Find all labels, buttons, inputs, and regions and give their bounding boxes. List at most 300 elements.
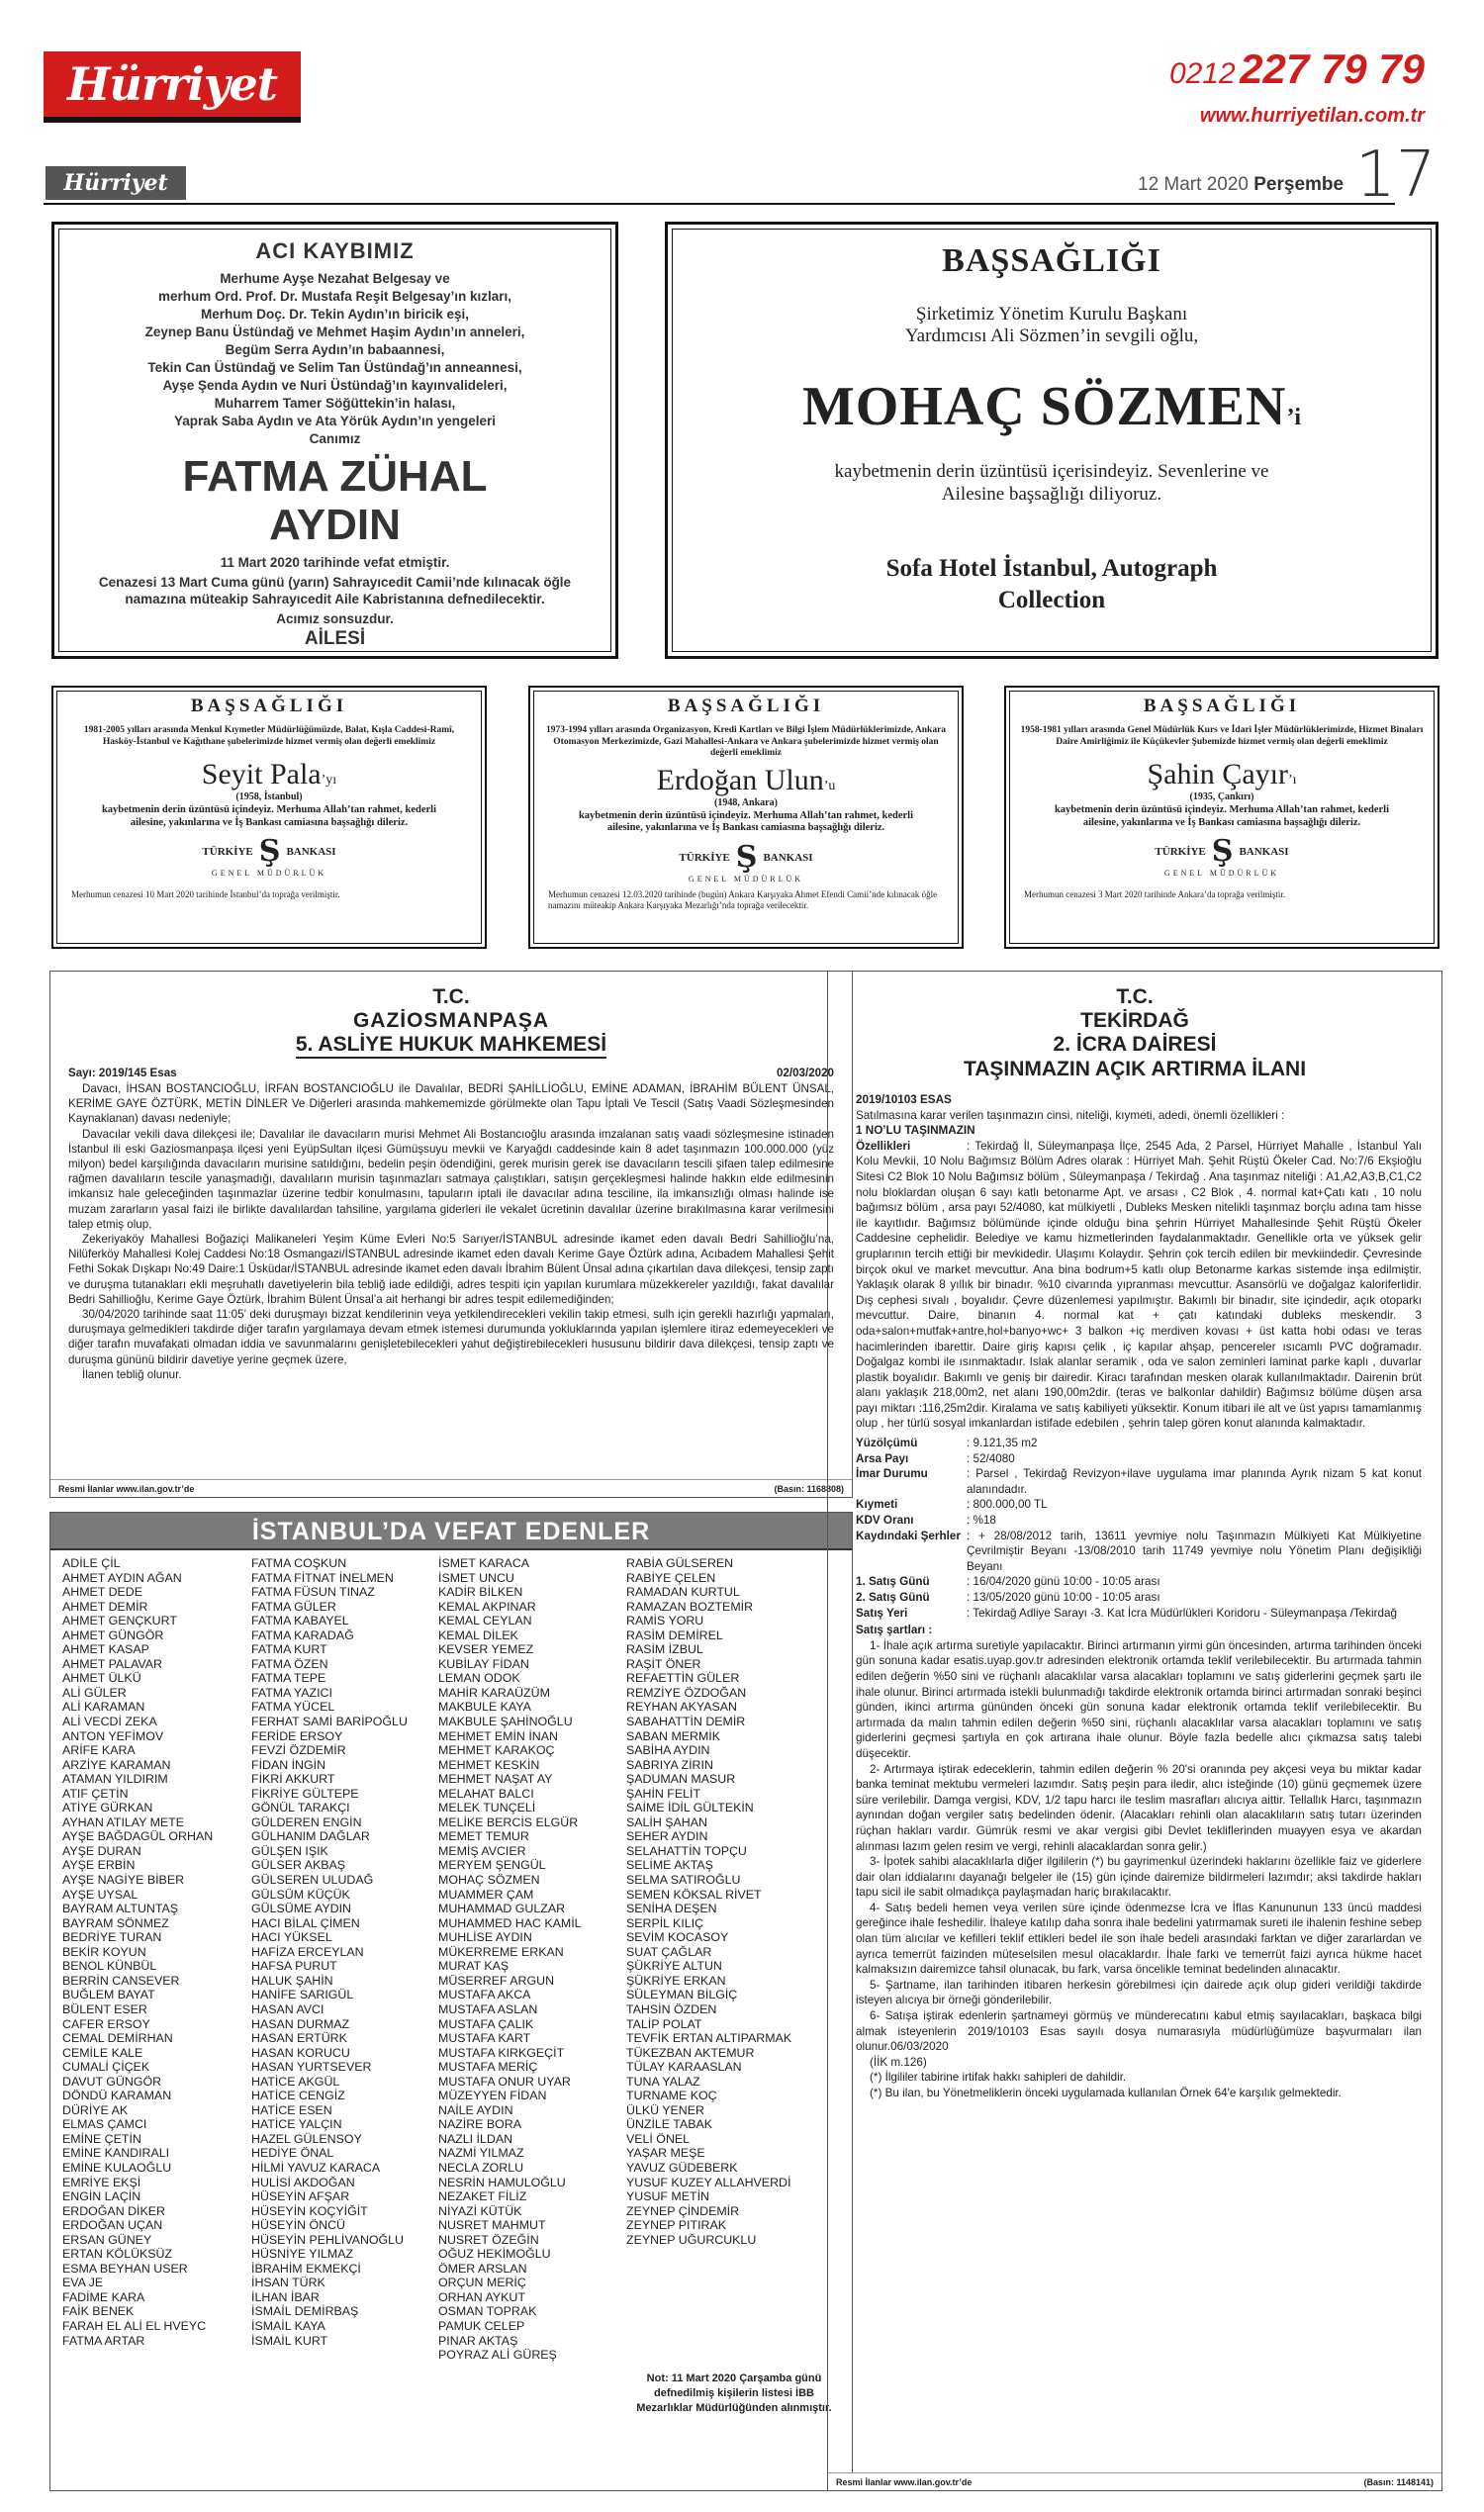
deceased-entry: İSMET KARACA xyxy=(438,1556,530,1570)
notice-heading: TAŞINMAZIN AÇIK ARTIRMA İLANI xyxy=(963,1058,1307,1080)
deceased-info: (1935, Çankırı) xyxy=(1189,791,1254,802)
deceased-entry: YUSUF METİN xyxy=(626,2189,709,2204)
deceased-entry: MUHAMMAD GULZAR xyxy=(438,1902,566,1916)
deceased-entry: MAKBULE ŞAHİNOĞLU xyxy=(438,1715,573,1729)
ad-line: Merhume Ayşe Nezahat Belgesay ve xyxy=(220,271,450,286)
ad-footer: Merhumun cenazesi 10 Mart 2020 tarihinde İstanbul’da toprağa verilmiştir. xyxy=(71,889,340,899)
ad-lines xyxy=(62,270,607,448)
fact-value: : Parsel , Tekirdağ Revizyon+ilave uygulama imar planında Ayrık nizam 5 kat konut alanındadır. xyxy=(967,1467,1422,1496)
deceased-entry: FATMA YAZICI xyxy=(251,1685,332,1700)
deceased-entry: YAŞAR MEŞE xyxy=(626,2146,705,2161)
ad-intro: 1958-1981 yılları arasında Genel Müdürlük Kurs ve İdari İşler Müdürlüklerimizde, Hizmet Binaları Daire Amirliğimiz ile Küçükevler Şubemizde hizmet vermiş olan değerli emeklimiz xyxy=(1020,725,1424,747)
fact-row xyxy=(856,1466,1422,1497)
deceased-entry: HULİSİ AKDOĞAN xyxy=(251,2175,355,2189)
pagebar-logo: Hürriyet xyxy=(46,166,186,200)
deceased-entry: BÜLENT ESER xyxy=(62,2001,147,2016)
deceased-entry: AYŞE DURAN xyxy=(62,1843,141,1858)
deceased-entry: MÜZEYYEN FİDAN xyxy=(438,2089,547,2103)
isbank-s-icon: Ş xyxy=(1211,834,1234,869)
notice-heading: T.C. xyxy=(1116,985,1154,1008)
deceased-entry: FATMA GÜLER xyxy=(251,1599,336,1614)
deceased-entry: SABİHA AYDIN xyxy=(626,1743,710,1758)
isbank-logo xyxy=(538,839,954,875)
notice-heading: 5. ASLİYE HUKUK MAHKEMESİ xyxy=(296,1033,606,1059)
name-suffix: ’u xyxy=(823,778,836,793)
term-paragraph: 4- Satış bedeli hemen veya verilen süre içinde ödenmezse İcra ve İflas Kanununun 133 üncü maddesi gereğince ihale feshedilir. İhaleye katılıp daha sonra ihale bedelini yatırmamak sureti ile ihalenin feshine sebep olan tüm alıcılar ve kefilleri teklif ettikleri bedel ile son ihale bedeli arasındaki farktan ve diğer zararlardan ve ayrıca temerrüt faizinden müteselsilen mesul olacaklardır. İhale farkı ve temerrüt faizi ayrıca hükme hacet kalmaksızın dairemizce tahsil olunacak, bu fark, varsa öncelikle teminat bedelinden alınacaktır. xyxy=(856,1901,1422,1977)
deceased-entry: HİLMİ YAVUZ KARACA xyxy=(251,2160,381,2175)
isbank-s-icon: Ş xyxy=(735,839,758,875)
deceased-entry: ERDOĞAN UÇAN xyxy=(62,2218,163,2233)
fact-label: Arsa Payı xyxy=(856,1451,909,1465)
terms-title: Satış şartları : xyxy=(856,1624,933,1637)
deceased-entry: ATIF ÇETİN xyxy=(62,1786,129,1801)
ad-title: ACI KAYBIMIZ xyxy=(255,238,415,263)
fact-row xyxy=(856,1513,1422,1529)
deceased-entry: ERSAN GÜNEY xyxy=(62,2232,152,2247)
ad-line: Ayşe Şenda Aydın ve Nuri Üstündağ’ın kayınvalideleri, xyxy=(162,378,508,393)
deceased-entry: ATAMAN YILDIRIM xyxy=(62,1772,168,1787)
ad-body: kaybetmenin derin üzüntüsü içindeyiz. Merhuma Allah’tan rahmet, kederli ailesine, yakınlarına ve İş Bankası camiasına başsağlığı dileriz. xyxy=(578,809,914,833)
note: (*) Bu ilan, bu Yönetmeliklerin önceki uygulamada kullanılan Örnek 64'e karşılık gelmektedir. xyxy=(870,2087,1342,2099)
deceased-entry: ELMAS ÇAMCI xyxy=(62,2117,147,2132)
deceased-entry: SABAN MERMİK xyxy=(626,1728,721,1743)
deceased-entry: TUNA YALAZ xyxy=(626,2074,700,2089)
intro-text: Satılmasına karar verilen taşınmazın cinsi, niteliği, kıymeti, adedi, önemli özellikleri : xyxy=(856,1108,1285,1122)
deceased-entry: AHMET KASAP xyxy=(62,1642,149,1657)
deceased-entry: VELİ ÖNEL xyxy=(626,2131,691,2146)
case-number: Sayı: 2019/145 Esas xyxy=(68,1067,177,1079)
fact-row xyxy=(856,1574,1422,1590)
deceased-entry: FATMA COŞKUN xyxy=(251,1556,347,1570)
fact-value: : 16/04/2020 günü 10:00 - 10:05 arası xyxy=(967,1575,1160,1589)
fact-label: Kaydındaki Şerhler xyxy=(856,1529,961,1542)
deaths-title: İSTANBUL’DA VEFAT EDENLER xyxy=(251,1518,651,1545)
deceased-entry: RAMADAN KURTUL xyxy=(626,1585,740,1600)
fact-label: 1. Satış Günü xyxy=(856,1575,930,1589)
deceased-entry: FERHAT SAMİ BARİPOĞLU xyxy=(251,1715,408,1729)
deceased-entry: KEVSER YEMEZ xyxy=(438,1642,534,1657)
terms-list xyxy=(856,1638,1422,2055)
deaths-panel xyxy=(49,1512,853,2491)
deceased-entry: NUSRET MAHMUT xyxy=(438,2218,546,2233)
phone-prefix: 0212 xyxy=(1168,57,1236,90)
deceased-entry: HASAN ERTÜRK xyxy=(251,2031,347,2046)
note: (*) İlgililer tabirine irtifak hakkı sahipleri de dahildir. xyxy=(870,2071,1127,2085)
site-url[interactable]: www.hurriyetilan.com.tr xyxy=(1199,105,1425,127)
day-text: Perşembe xyxy=(1253,174,1345,195)
deceased-entry: AHMET AYDIN AĞAN xyxy=(62,1570,182,1585)
fact-label: Satış Yeri xyxy=(856,1606,908,1620)
deceased-entry: FERİDE ERSOY xyxy=(251,1728,343,1743)
deceased-entry: ZEYNEP PITIRAK xyxy=(626,2218,726,2233)
deceased-entry: NEZAKET FİLİZ xyxy=(438,2189,527,2204)
deaths-column xyxy=(438,1556,582,2363)
deceased-entry: PAMUK CELEP xyxy=(438,2318,525,2333)
notice-heading: GAZİOSMANPAŞA xyxy=(352,1009,550,1032)
notice-footer xyxy=(50,1479,852,1497)
deaths-column xyxy=(251,1556,408,2348)
deceased-name: FATMA ZÜHAL xyxy=(182,452,488,501)
deceased-entry: RAŞİT ÖNER xyxy=(626,1656,701,1671)
deceased-entry: EMİNE KANDIRALI xyxy=(62,2146,170,2161)
deceased-entry: MUSTAFA ÇALIK xyxy=(438,2016,534,2031)
fact-label: Kıymeti xyxy=(856,1498,898,1512)
deceased-entry: RASİM İZBUL xyxy=(626,1642,703,1657)
deceased-entry: RAMİS YORU xyxy=(626,1614,704,1628)
fact-label: Yüzölçümü xyxy=(856,1437,918,1450)
case-number: 2019/10103 ESAS xyxy=(856,1093,952,1106)
deceased-entry: RAMAZAN BOZTEMİR xyxy=(626,1599,754,1614)
deceased-entry: ENGİN LAÇİN xyxy=(62,2189,141,2204)
ad-intro: 1981-2005 yılları arasında Menkul Kıymetler Müdürlüğümüzde, Balat, Kışla Caddesi-Ramî, Hasköy-İstanbul ve Kağıthane şubelerimizde hizmet vermiş olan değerli emeklimiz xyxy=(83,725,455,747)
pagebar-rule xyxy=(44,203,1395,205)
deceased-entry: CUMALİ ÇİÇEK xyxy=(62,2060,150,2075)
deceased-entry: REYHAN AKYASAN xyxy=(626,1700,738,1715)
deceased-entry: NAZİRE BORA xyxy=(438,2117,521,2132)
deceased-entry: MOHAÇ SÖZMEN xyxy=(438,1873,540,1888)
fact-label: İmar Durumu xyxy=(856,1467,928,1481)
deceased-entry: MERYEM ŞENGÜL xyxy=(438,1858,546,1873)
deceased-entry: SABAHATTİN DEMİR xyxy=(626,1715,746,1729)
deceased-entry: MÜSERREF ARGUN xyxy=(438,1973,555,1988)
fact-value: : 800.000,00 TL xyxy=(967,1498,1048,1512)
deceased-entry: AHMET ÜLKÜ xyxy=(62,1671,141,1686)
bank-word: BANKASI xyxy=(763,851,813,864)
deceased-entry: CEMAL DEMİRHAN xyxy=(62,2031,173,2046)
deceased-entry: SALİH ŞAHAN xyxy=(626,1814,707,1829)
fact-row xyxy=(856,1590,1422,1606)
deceased-entry: HAZEL GÜLENSOY xyxy=(251,2131,362,2146)
deceased-entry: PINAR AKTAŞ xyxy=(438,2333,518,2348)
deceased-entry: HASAN AVCI xyxy=(251,2001,325,2016)
ad-title: BAŞSAĞLIĞI xyxy=(667,696,825,716)
paragraph: 30/04/2020 tarihinde saat 11:05’ deki duruşmayı bizzat kendilerinin veya yetkilendirecekleri vekilin takip etmesi, sulh için gerekli hazırlığı yapmaları, duruşmaya gelmedikleri takdirde diğer tarafın yargılamaya devam etmek istemesi durumunda yokluklarında yapılan işlemlere itiraz edemeyecekleri ve diğer tarafın muvafakati olmadan iddia ve savunmalarını genişletebilecekleri yahut değiştirebilecekleri hususunu bildirir dava dilekçesi, tensip zaptı ve duruşma gününü bildirir davetiye yerine geçmek üzere, xyxy=(68,1308,834,1366)
name-suffix: ’yı xyxy=(321,773,337,788)
ad-line: Yardımcısı Ali Sözmen’in sevgili oğlu, xyxy=(904,326,1199,346)
deceased-entry: GÜLSER AKBAŞ xyxy=(251,1858,346,1873)
deceased-entry: HASAN DURMAZ xyxy=(251,2016,350,2031)
deceased-entry: LEMAN ODOK xyxy=(438,1671,520,1686)
deceased-entry: NİYAZİ KÜTÜK xyxy=(438,2203,522,2218)
deceased-entry: HAFSA PURUT xyxy=(251,1959,337,1974)
deceased-entry: FİKRİ AKKURT xyxy=(251,1772,335,1787)
notice-date: 02/03/2020 xyxy=(776,1067,834,1079)
deceased-entry: AYŞE UYSAL xyxy=(62,1887,139,1902)
deceased-entry: AHMET PALAVAR xyxy=(62,1656,162,1671)
notice-heading: 2. İCRA DAİRESİ xyxy=(1053,1033,1217,1056)
page-number: 17 xyxy=(1355,139,1437,212)
deceased-entry: NAZMİ YILMAZ xyxy=(438,2146,524,2161)
ad-title: BAŞSAĞLIĞI xyxy=(942,242,1161,279)
deceased-entry: HACI BİLAL ÇİMEN xyxy=(251,1915,360,1930)
deceased-entry: İLHAN İBAR xyxy=(251,2289,320,2304)
deceased-entry: İSMAİL KURT xyxy=(251,2333,328,2348)
ad-line: Yaprak Saba Aydın ve Ata Yörük Aydın’ın yengeleri xyxy=(173,414,497,428)
deceased-entry: GÜLSÜME AYDIN xyxy=(251,1902,351,1916)
deceased-entry: OĞUZ HEKİMOĞLU xyxy=(438,2247,551,2262)
deceased-entry: REMZİYE ÖZDOĞAN xyxy=(626,1685,747,1700)
deceased-entry: AHMET GÜNGÖR xyxy=(62,1628,164,1642)
deceased-entry: MELİKE BERCİS ELGÜR xyxy=(438,1814,579,1829)
deceased-entry: HÜSEYİN ÖNCÜ xyxy=(251,2218,346,2233)
deceased-entry: HACI YÜKSEL xyxy=(251,1930,332,1945)
bank-condolence-ulun xyxy=(528,686,964,949)
deceased-entry: SELAHATTİN TOPÇU xyxy=(626,1843,747,1858)
deceased-entry: ESMA BEYHAN USER xyxy=(62,2261,188,2276)
deceased-entry: HAFİZA ERCEYLAN xyxy=(251,1944,364,1959)
footer-right: (Basın: 1148141) xyxy=(1363,2476,1434,2487)
deceased-entry: FADİME KARA xyxy=(62,2289,145,2304)
isbank-logo xyxy=(61,834,477,869)
ad-title: BAŞSAĞLIĞI xyxy=(1143,696,1301,716)
ad-title: BAŞSAĞLIĞI xyxy=(190,696,348,716)
hurriyet-logo[interactable]: Hürriyet xyxy=(44,51,301,123)
fact-label: 2. Satış Günü xyxy=(856,1591,930,1604)
deceased-entry: NESRİN HAMULOĞLU xyxy=(438,2175,566,2189)
deceased-entry: MUHLİSE AYDIN xyxy=(438,1930,532,1945)
signature: Sofa Hotel İstanbul, Autograph Collection xyxy=(885,555,1218,613)
deceased-name: Seyit Pala xyxy=(201,758,322,791)
deceased-entry: HASAN YURTSEVER xyxy=(251,2060,372,2075)
term-paragraph: 2- Artırmaya iştirak edeceklerin, tahmin edilen değerin % 20'si oranında pey akçesi veya bu miktar kadar banka teminat mektubu vermeleri lazımdır. Satış peşin para iledir, alıcı isteğinde (10) günü geçmemek üzere süre verilebilir. Damga vergisi, KDV, 1/2 tapu harcı ile teslim masrafları alıcıya aittir. Tellallık Harcı, taşınmazın aynından doğan vergiler satış bedelinden ödenir. (Alacakları rehinli olan alacaklıların satış tutarı üzerinden rüçhan hakları vardır. Gümrük resmi ve akar vergisi gibi Devlet tekliflerinden muayyen esya ve akardan alınması lazım gelen resim ve vergi, rehinli alacaklardan sonra gelir.) xyxy=(856,1762,1422,1853)
deceased-entry: AYŞE NAGİYE BİBER xyxy=(62,1873,185,1888)
paragraph: Davacı, İHSAN BOSTANCIOĞLU, İRFAN BOSTANCIOĞLU ile Davalılar, BEDRİ ŞAHİLLİOĞLU, EMİNE ADAMAN, İBRAHİM BÜLENT ÜNSAL, KERİME GAYE ÖZTÜRK, METİN DİNLER Ve Diğerleri arasında mahkememizde görülmekte olan Tapu İptali Ve Tescil (Satış Vaadi Sözleşmesinden Kaynaklanan) davası nedeniyle; xyxy=(68,1082,834,1126)
fact-value: : 52/4080 xyxy=(967,1451,1015,1465)
obituary-ad-aydin xyxy=(51,222,618,659)
deceased-entry: DÜRİYE AK xyxy=(62,2102,129,2117)
features-label: Özellikleri xyxy=(856,1139,911,1153)
deceased-entry: MELAHAT BALCI xyxy=(438,1786,534,1801)
deceased-entry: MAHİR KARAÜZÜM xyxy=(438,1685,550,1700)
notice-heading: T.C. xyxy=(432,985,470,1008)
deceased-surname: AYDIN xyxy=(269,501,401,549)
deceased-entry: MEHMET KARAKOÇ xyxy=(438,1743,555,1758)
deceased-entry: RABİA GÜLSEREN xyxy=(626,1556,734,1570)
deceased-entry: GÖNÜL TARAKÇI xyxy=(251,1801,350,1815)
deceased-entry: CEMİLE KALE xyxy=(62,2045,143,2060)
fact-label: KDV Oranı xyxy=(856,1514,914,1528)
deceased-entry: HATİCE ESEN xyxy=(251,2102,332,2117)
deceased-entry: HEDİYE ÖNAL xyxy=(251,2146,334,2161)
deceased-entry: MEMİŞ AVCIER xyxy=(438,1843,526,1858)
fact-row xyxy=(856,1497,1422,1513)
deceased-entry: İSMAİL DEMİRBAŞ xyxy=(251,2304,359,2319)
deceased-entry: MUSTAFA ONUR UYAR xyxy=(438,2074,571,2089)
deceased-entry: HANİFE SARIGÜL xyxy=(251,1988,354,2002)
deceased-entry: ZEYNEP ÇİNDEMİR xyxy=(626,2203,740,2218)
deceased-entry: EMİNE KULAOĞLU xyxy=(62,2160,172,2175)
phone-main: 227 79 79 xyxy=(1240,46,1425,92)
deceased-entry: HALUK ŞAHİN xyxy=(251,1973,333,1988)
deceased-entry: TAHSİN ÖZDEN xyxy=(626,2001,717,2016)
deceased-entry: FATMA FİTNAT İNELMEN xyxy=(251,1570,394,1585)
deceased-entry: FATMA YÜCEL xyxy=(251,1700,335,1715)
deceased-entry: CAFER ERSOY xyxy=(62,2016,150,2031)
facts-list xyxy=(856,1436,1422,1621)
deceased-entry: BUĞLEM BAYAT xyxy=(62,1988,155,2002)
deceased-entry: ERDOĞAN DİKER xyxy=(62,2203,165,2218)
fact-value: : + 28/08/2012 tarih, 13611 yevmiye nolu Taşınmazın Mülkiyeti Kat Mülkiyetine Çevrilmiştir Beyanı -13/08/2010 tarih 11749 yevmiye nolu Yönetim Planı değişikliği Beyanı xyxy=(967,1529,1422,1573)
bank-dept: GENEL MÜDÜRLÜK xyxy=(1163,869,1280,878)
deceased-entry: ZEYNEP UĞURCUKLU xyxy=(626,2232,757,2247)
condolence-ad-sozmen xyxy=(665,222,1438,659)
deceased-entry: ALİ VECDİ ZEKA xyxy=(62,1715,157,1729)
deceased-entry: RASİM DEMİREL xyxy=(626,1628,723,1642)
deceased-entry: İSMET UNCU xyxy=(438,1570,514,1585)
deceased-entry: ANTON YEFİMOV xyxy=(62,1728,164,1743)
deceased-entry: FATMA KARADAĞ xyxy=(251,1628,354,1642)
deceased-info: (1948, Ankara) xyxy=(714,796,778,808)
deceased-entry: BEKİR KOYUN xyxy=(62,1944,146,1959)
notice-body xyxy=(68,1081,834,1382)
ad-body: kaybetmenin derin üzüntüsü içerisindeyiz. Sevenlerine ve Ailesine başsağlığı diliyoruz. xyxy=(834,461,1269,505)
deceased-entry: HATİCE AKGÜL xyxy=(251,2074,340,2089)
deceased-entry: GÜLSEREN ULUDAĞ xyxy=(251,1873,374,1888)
deceased-entry: AYŞE BAĞDAGÜL ORHAN xyxy=(62,1829,214,1844)
deceased-entry: SUAT ÇAĞLAR xyxy=(626,1944,712,1959)
deceased-entry: AYŞE ERBİN xyxy=(62,1858,136,1873)
fact-row xyxy=(856,1451,1422,1467)
term-paragraph: 1- İhale açık artırma suretiyle yapılacaktır. Birinci artırmanın yirmi gün öncesinden, artırma tarihinden önceki gün sonuna kadar esatis.uyap.gov.tr adresinden elektronik ortamda teklif verilebilecektir. Bu artırmada tahmin edilen değerin %50 sini ve rüçhanlı alacaklılar varsa alacakları toplamını ve satış giderlerini geçmek şartı ile ihale olunur. Birinci artırmada istekli bulunmadığı takdirde elektronik ortamda birinci artırmadan sonraki beşinci günden, ikinci artırma gününden önceki gün sonuna kadar elektronik ortamda teklif verilebilecektir. Bu artırmada da malın tahmin edilen değerin %50 sini, rüçhanlı alacaklılar varsa alacakları toplamını ve satış giderlerini geçmesi şartıyla en çok artırana ihale olunur. Böyle fazla bedelle alıcı çıkmazsa satış talebi düşecektir. xyxy=(856,1638,1422,1760)
deceased-entry: BEDRİYE TURAN xyxy=(62,1930,162,1945)
name-suffix: ’ı xyxy=(1287,773,1297,788)
bank-word: TÜRKİYE xyxy=(679,851,730,864)
bank-word: BANKASI xyxy=(286,846,336,858)
deceased-entry: FATMA ÖZEN xyxy=(251,1656,328,1671)
deceased-entry: İHSAN TÜRK xyxy=(251,2276,325,2290)
deceased-entry: MUSTAFA ASLAN xyxy=(438,2001,538,2016)
deceased-entry: SEMEN KÖKSAL RİVET xyxy=(626,1887,762,1902)
deceased-entry: GÜLSÜM KÜÇÜK xyxy=(251,1887,350,1902)
deceased-entry: GÜLŞEN IŞIK xyxy=(251,1843,328,1858)
ad-line: Begüm Serra Aydın’ın babaannesi, xyxy=(225,342,445,357)
court-notice xyxy=(49,971,853,1498)
deceased-entry: HÜSEYİN AFŞAR xyxy=(251,2189,350,2204)
deceased-entry: AYHAN ATILAY METE xyxy=(62,1814,185,1829)
deceased-entry: TÜKEZBAN AKTEMUR xyxy=(626,2045,755,2060)
deceased-entry: HÜSEYİN PEHLİVANOĞLU xyxy=(251,2232,405,2247)
bank-dept: GENEL MÜDÜRLÜK xyxy=(688,874,804,884)
ad-line: merhum Ord. Prof. Dr. Mustafa Reşit Belgesay’ın kızları, xyxy=(157,289,512,304)
deceased-entry: SEHER AYDIN xyxy=(626,1829,708,1844)
deceased-entry: TURNAME KOÇ xyxy=(626,2089,717,2103)
deceased-entry: HASAN KORUCU xyxy=(251,2045,350,2060)
deceased-entry: FATMA FÜSUN TINAZ xyxy=(251,1585,375,1600)
ad-line: Tekin Can Üstündağ ve Selim Tan Üstündağ’ın anneannesi, xyxy=(147,360,522,375)
name-suffix: ’i xyxy=(1286,405,1302,430)
deceased-entry: POYRAZ ALİ GÜREŞ xyxy=(438,2348,557,2363)
deaths-title-band xyxy=(50,1513,852,1550)
bank-word: BANKASI xyxy=(1239,846,1289,858)
phone-number[interactable] xyxy=(1169,46,1425,93)
deceased-entry: MUSTAFA KART xyxy=(438,2031,531,2046)
deceased-entry: SABRIYA ZİRIN xyxy=(626,1757,713,1772)
ad-line: Muharrem Tamer Söğüttekin’in halası, xyxy=(214,396,456,411)
signature: AİLESİ xyxy=(304,628,366,649)
deceased-entry: AHMET DEMİR xyxy=(62,1599,148,1614)
deceased-entry: MUHAMMED HAC KAMİL xyxy=(438,1915,582,1930)
deceased-entry: DÖNDÜ KARAMAN xyxy=(62,2089,172,2103)
deceased-entry: EVA JE xyxy=(62,2276,104,2290)
deceased-entry: SÜLEYMAN BİLGİÇ xyxy=(626,1988,738,2002)
pagebar-date xyxy=(1138,174,1344,196)
deceased-entry: HÜSEYİN KOÇYİĞİT xyxy=(251,2203,368,2218)
features-text: : Tekirdağ İl, Süleymanpaşa İlçe, 2545 Ada, 2 Parsel, Hürriyet Mahalle , İstanbul Yalı Kolu Mevkii, 10 Nolu Bağımsız Bölüm Adres olarak : Hürriyet Mah. Şehit Rüştü Ökeler Cad. No:7/6 Ekşioğlu Sitesi C2 Blok 10 Nolu Bağımsız bölüm , Süleymanpaşa / Tekirdağ . Ana taşınmaz niteliği : A1,A2,A3,B,C1,C2 nolu bloklardan oluşan 6 sayı katlı betonarme Apt. ve arsası , C2 Blok , 4. normal kat+Çatı katı , 10 nolu bağımsız bölüm , arsa payı 52/4080, kat mülkiyetli , Dubleks Mesken nitelikli taşınmaz borçlu adına tam hisse ile kayıtlıdır. Bağımsız bölümünde içinde olduğu bina şehrin Hürriyet Mahallesinde Şehit Rüştü Ökeler Caddesine cephelidir. Belediye ve kamu hizmetlerinden faydalanmaktadır. Genellikle orta ve yüksek gelir gruplarının tercih ettiği bir mevkidedir. Ulaşımı Kolaydır. Şehrin çok tercih edilen bir mevkiindedir. Çevresinde birçok okul ve market mevcuttur. Ana bina bodrum+5 katlı olup Betonarme karkas sistemde inşa edilmiştir. Yaklaşık olarak 8 yıllık bir binadır. %10 civarında yıpranması mevcuttur. Asansörlü ve doğalgaz kaloriferlidir. Dış cephesi sıvalı , boyalıdır. Çevre düzenlemesi yapılmıştır. Bakımlı bir binadır, site içindedir, açık otoparkı mevcuttur. Daire, binanın 4. normal kat + çatı katındaki dubleks meskendir. 3 oda+salon+mutfak+antre,hol+banyo+wc+ 3 balkon +iç merdiven kovası + üst katta hobi odası ve teras hacimlerinden ibarettir. Daire giriş kapısı çelik , iç kapılar ahşap, pencereler ısıcamlı PVC doğramadır. Doğalgaz kombi ile ısınmaktadır. Islak alanlar seramik , oda ve salon zeminleri laminat parke kaplı , duvarlar plastik boyalıdır. Bakımlı ve geniş bir dairedir. Kiracı tarafından mesken olarak kullanılmaktadır. Dairenin brüt alanı yaklaşık 218,00m2, net alanı 190,00m2dir. (teras ve balkonlar dahildir) Bağımsız bölüme düşen arsa payı miktarı :116,25m2dir. Kiralama ve satış kabiliyeti yüksektir. Konum itibari ile alt ve üst yapısı tamamlanmış olup , her türlü sosyal imkanlardan istifade edebilen , şehrin talep gören konut alanında kalmaktadır. xyxy=(856,1139,1422,1431)
deceased-entry: MEHMET KESKİN xyxy=(438,1757,540,1772)
deceased-entry: ARZİYE KARAMAN xyxy=(62,1757,171,1772)
fact-value: : 13/05/2020 günü 10:00 - 10:05 arası xyxy=(967,1591,1160,1604)
deceased-entry: MUAMMER ÇAM xyxy=(438,1887,534,1902)
deceased-entry: MUSTAFA MERİÇ xyxy=(438,2060,538,2075)
deceased-entry: ŞÜKRİYE ALTUN xyxy=(626,1959,722,1974)
deceased-name: Şahin Çayır xyxy=(1147,758,1288,791)
deceased-entry: FATMA KABAYEL xyxy=(251,1614,349,1628)
isbank-s-icon: Ş xyxy=(258,834,281,869)
deceased-entry: DAVUT GÜNGÖR xyxy=(62,2074,162,2089)
deceased-entry: ŞAHİN FELİT xyxy=(626,1786,701,1801)
deceased-entry: SAİME İDİL GÜLTEKİN xyxy=(626,1801,754,1815)
isbank-logo xyxy=(1014,834,1430,869)
deceased-entry: FEVZİ ÖZDEMİR xyxy=(251,1743,346,1758)
deceased-entry: ERTAN KÖLÜKSÜZ xyxy=(62,2247,173,2262)
deceased-entry: TÜLAY KARAASLAN xyxy=(626,2060,742,2075)
bank-condolence-pala xyxy=(51,686,487,949)
fact-row xyxy=(856,1436,1422,1451)
deceased-entry: MEMET TEMUR xyxy=(438,1829,529,1844)
deceased-entry: ALİ KARAMAN xyxy=(62,1700,145,1715)
deceased-entry: BENOL KÜNBÜL xyxy=(62,1959,157,1974)
fact-value: : %18 xyxy=(967,1514,996,1528)
deceased-entry: İSMAİL KAYA xyxy=(251,2318,325,2333)
deceased-entry: ORÇUN MERİÇ xyxy=(438,2276,526,2290)
deceased-entry: FATMA KURT xyxy=(251,1642,327,1657)
deceased-entry: EMRİYE EKŞİ xyxy=(62,2175,141,2189)
deceased-entry: KEMAL DİLEK xyxy=(438,1628,518,1642)
deceased-entry: FİDAN İNGİN xyxy=(251,1757,326,1772)
ad-intro: 1973-1994 yılları arasında Organizasyon, Kredi Kartları ve Bilgi İşlem Müdürlüklerimizde, Ankara Otomasyon Merkezimizde, Gazi Mahallesi-Ankara ve Ankara şubelerimizde hizmet vermiş olan değerli emeklimiz xyxy=(545,725,947,758)
deceased-entry: BAYRAM SÖNMEZ xyxy=(62,1915,169,1930)
deceased-entry: YAVUZ GÜDEBERK xyxy=(626,2160,738,2175)
paragraph: İlanen tebliğ olunur. xyxy=(82,1367,182,1381)
deceased-entry: FAİK BENEK xyxy=(62,2304,135,2319)
deceased-entry: MAKBULE KAYA xyxy=(438,1700,531,1715)
closing-text: Acımız sonsuzdur. xyxy=(276,611,394,626)
deceased-entry: KADİR BİLKEN xyxy=(438,1585,523,1600)
deceased-name: MOHAÇ SÖZMEN xyxy=(801,376,1287,437)
auction-notice xyxy=(827,971,1442,2491)
deceased-entry: HATİCE CENGİZ xyxy=(251,2089,345,2103)
ad-footer: Merhumun cenazesi 3 Mart 2020 tarihinde Ankara’da toprağa verilmiştir. xyxy=(1024,889,1286,899)
deceased-entry: AHMET DEDE xyxy=(62,1585,143,1600)
bank-word: TÜRKİYE xyxy=(1155,846,1206,858)
deceased-entry: NUSRET ÖZEĞİN xyxy=(438,2232,539,2247)
deceased-entry: SENİHA DEŞEN xyxy=(626,1902,717,1916)
deceased-entry: ÜLKÜ YENER xyxy=(626,2102,704,2117)
deceased-name: Erdoğan Ulun xyxy=(656,763,824,796)
bank-condolence-cayir xyxy=(1004,686,1439,949)
deceased-entry: TALİP POLAT xyxy=(626,2016,702,2031)
deceased-entry: FİKRİYE GÜLTEPE xyxy=(251,1786,359,1801)
deceased-entry: ÜNZİLE TABAK xyxy=(626,2117,712,2132)
deceased-entry: ŞADUMAN MASUR xyxy=(626,1772,736,1787)
deceased-entry: FARAH EL ALİ EL HVEYC xyxy=(62,2318,207,2333)
deceased-entry: GÜLDEREN ENGİN xyxy=(251,1814,362,1829)
death-date: 11 Mart 2020 tarihinde vefat etmiştir. xyxy=(220,555,450,570)
footer-left: Resmi İlanlar www.ilan.gov.tr’de xyxy=(836,2476,973,2487)
deceased-entry: AHMET GENÇKURT xyxy=(62,1614,177,1628)
paragraph: Zekeriyaköy Mahallesi Boğaziçi Malikaneleri Yeşim Küme Evleri No:5 Sarıyer/İSTANBUL adresinde ikamet eden davalı Bedri Sahillioğlu’na, Nilüferköy Mahallesi Kolej Caddesi No:18 Osmangazi/İSTANBUL adresinde ikamet eden davalı Kerime Gaye Öztürk adına, Acıbadem Mahallesi Şehit Fethi Sokak Dışkapı No:49 Daire:1 Üsküdar/İSTANBUL adresinde ikamet eden davalı İbrahim Bülent Ünsal adına çıkartılan dava dilekçesi, tensip zaptı ve duruşma tutanakları ekli meşruhatlı davetiyelerin bila tebliğ iade edildiği, adres tespiti için yapılan kurumlara müzekkereler yazıldığı, fakat davalılar Bedri Sahillioğlu, Kerime Gaye Öztürk, İbrahim Bülent Ünsal’a ait herhangi bir adres tespit edilemediğinden; xyxy=(68,1233,834,1306)
term-paragraph: 3- İpotek sahibi alacaklılarla diğer ilgililerin (*) bu gayrimenkul üzerindeki haklarını özellikle faiz ve giderlere dair olan iddialarını dayanağı belgeler ile (15) gün içinde dairemize bildirmeleri lazımdır; aksi takdirde hakları tapu sicil ile sabit olmadıkça paylaşmadan hariç bırakılacaktır. xyxy=(856,1855,1422,1900)
